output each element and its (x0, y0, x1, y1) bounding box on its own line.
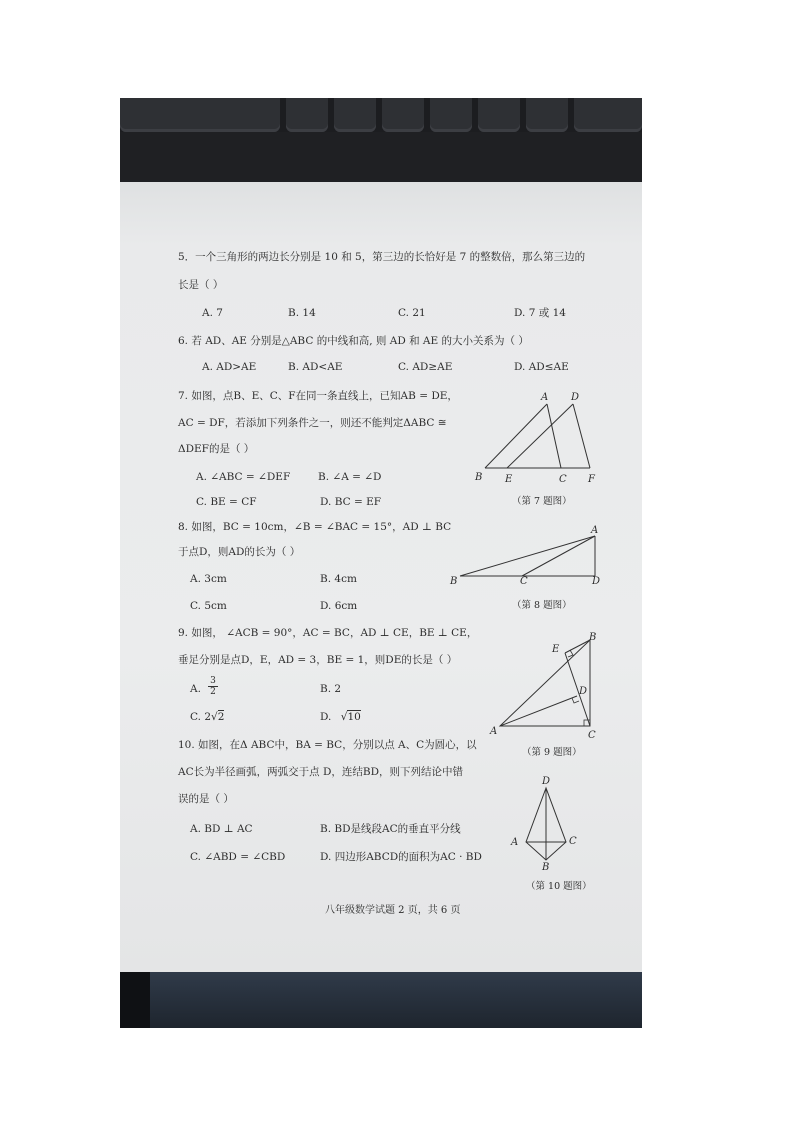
q10-figure (506, 776, 606, 873)
q9-option-d (320, 710, 361, 724)
keyboard-key (526, 98, 568, 132)
q9-figure (490, 634, 602, 742)
q10-label-d: D (542, 776, 551, 787)
q9-label-a: A (490, 726, 498, 737)
keyboard-key (120, 98, 280, 132)
q9-stem-line2: 垂足分别是点D，E，AD = 3，BE = 1，则DE的长是（ ） (178, 654, 458, 666)
q7-option-d: D. BC = EF (320, 496, 382, 508)
q6-option-a: A. AD>AE (202, 361, 257, 373)
q7-caption: （第 7 题图） (512, 496, 572, 507)
q9-sqrt-sign-d: √ (340, 711, 348, 723)
q8-option-c: C. 5cm (190, 600, 227, 612)
q6-stem: 6. 若 AD、AE 分别是△ABC 的中线和高, 则 AD 和 AE 的大小关系为（ ） (178, 335, 529, 347)
q9-label-e: E (552, 644, 560, 655)
q5-stem-line1: 5．一个三角形的两边长分别是 10 和 5，第三边的长恰好是 7 的整数倍，那么第三边的 (178, 251, 586, 263)
q9-right-angle-d (572, 698, 579, 703)
q9-option-a-denominator: 2 (210, 687, 216, 697)
q7-label-a: A (541, 392, 549, 403)
page-footer: 八年级数学试题 2 页，共 6 页 (325, 905, 461, 916)
q9-line-be (565, 640, 590, 653)
q10-label-c: C (569, 836, 577, 847)
q6-option-c: C. AD≥AE (398, 361, 453, 373)
q7-stem-line1: 7. 如图，点B、E、C、F在同一条直线上，已知AB = DE， (178, 390, 458, 402)
q9-option-a-numerator: 3 (208, 676, 218, 687)
q7-option-a: A. ∠ABC = ∠DEF (196, 471, 291, 483)
q8-option-b: B. 4cm (320, 573, 357, 585)
exam-paper (120, 182, 642, 972)
q5-option-d: D. 7 或 14 (514, 307, 566, 319)
q10-label-b: B (542, 862, 550, 873)
q9-caption: （第 9 题图） (522, 747, 582, 758)
q8-label-b: B (450, 576, 458, 587)
q8-segment-ca (522, 536, 595, 576)
q9-line-ad (500, 696, 577, 726)
q10-option-b: B. BD是线段AC的垂直平分线 (320, 823, 461, 835)
q10-option-d: D. 四边形ABCD的面积为AC · BD (320, 851, 482, 863)
q10-stem-line2: AC长为半径画弧，两弧交于点 D，连结BD，则下列结论中错 (178, 766, 464, 778)
q7-label-c: C (559, 474, 567, 485)
q7-label-d: D (571, 392, 580, 403)
q5-option-a: A. 7 (202, 307, 223, 319)
photo-frame (120, 98, 642, 1028)
keyboard-key (286, 98, 328, 132)
q8-figure (450, 525, 610, 587)
q9-option-c (190, 710, 224, 724)
q9-label-c: C (588, 730, 596, 741)
q9-option-b: B. 2 (320, 683, 342, 695)
q5-option-c: C. 21 (398, 307, 426, 319)
q7-stem-line3: ΔDEF的是（ ） (178, 443, 255, 455)
q8-caption: （第 8 题图） (512, 600, 572, 611)
keyboard-key (430, 98, 472, 132)
q7-label-f: F (588, 474, 595, 485)
q8-option-a: A. 3cm (190, 573, 227, 585)
q8-label-d: D (592, 576, 601, 587)
q7-label-b: B (475, 472, 483, 483)
q9-option-d-label: D. (320, 711, 332, 723)
q5-option-b: B. 14 (288, 307, 316, 319)
keyboard-key (478, 98, 520, 132)
q9-option-a-fraction (208, 676, 218, 697)
q7-segment-ed (507, 404, 573, 468)
q8-label-c: C (520, 576, 528, 587)
keyboard-key (574, 98, 642, 132)
q7-option-b: B. ∠A = ∠D (318, 471, 382, 483)
q9-sqrt-sign-c: √ (211, 711, 218, 723)
q8-stem-line2: 于点D，则AD的长为（ ） (178, 546, 301, 558)
q8-segment-ba (460, 536, 595, 576)
q9-triangle-acb (500, 640, 590, 726)
q10-label-a: A (511, 837, 519, 848)
q10-caption: （第 10 题图） (526, 881, 592, 892)
q9-option-d-radicand: 10 (347, 711, 361, 723)
q7-segment-ac (547, 404, 561, 468)
q7-stem-line2: AC = DF，若添加下列条件之一，则还不能判定ΔABC ≅ (178, 417, 447, 429)
q7-segment-df (573, 404, 590, 468)
q10-stem-line3: 误的是（ ） (178, 793, 234, 805)
q10-stem-line1: 10. 如图，在Δ ABC中，BA = BC，分别以点 A、C为圆心，以 (178, 739, 477, 751)
q9-option-a-label: A. (190, 683, 201, 695)
q8-label-a: A (591, 525, 599, 536)
q9-label-b: B (589, 632, 597, 643)
q6-option-b: B. AD<AE (288, 361, 343, 373)
q7-segment-ba (485, 404, 547, 468)
q7-label-e: E (505, 474, 513, 485)
q6-option-d: D. AD≤AE (514, 361, 569, 373)
q9-stem-line1: 9. 如图， ∠ACB = 90°，AC = BC，AD ⊥ CE，BE ⊥ CE， (178, 627, 478, 639)
q8-stem-line1: 8. 如图，BC = 10cm，∠B = ∠BAC = 15°，AD ⊥ BC (178, 521, 452, 533)
keyboard-key (334, 98, 376, 132)
q5-stem-line2: 长是（ ） (178, 279, 224, 291)
q9-option-c-label: C. 2 (190, 711, 212, 723)
q10-option-c: C. ∠ABD = ∠CBD (190, 851, 286, 863)
q9-label-d: D (579, 686, 588, 697)
q7-option-c: C. BE = CF (196, 496, 257, 508)
q8-option-d: D. 6cm (320, 600, 358, 612)
keyboard-key (382, 98, 424, 132)
q9-option-c-radicand: 2 (217, 711, 225, 723)
q7-figure (475, 394, 605, 484)
q10-option-a: A. BD ⊥ AC (190, 823, 253, 835)
